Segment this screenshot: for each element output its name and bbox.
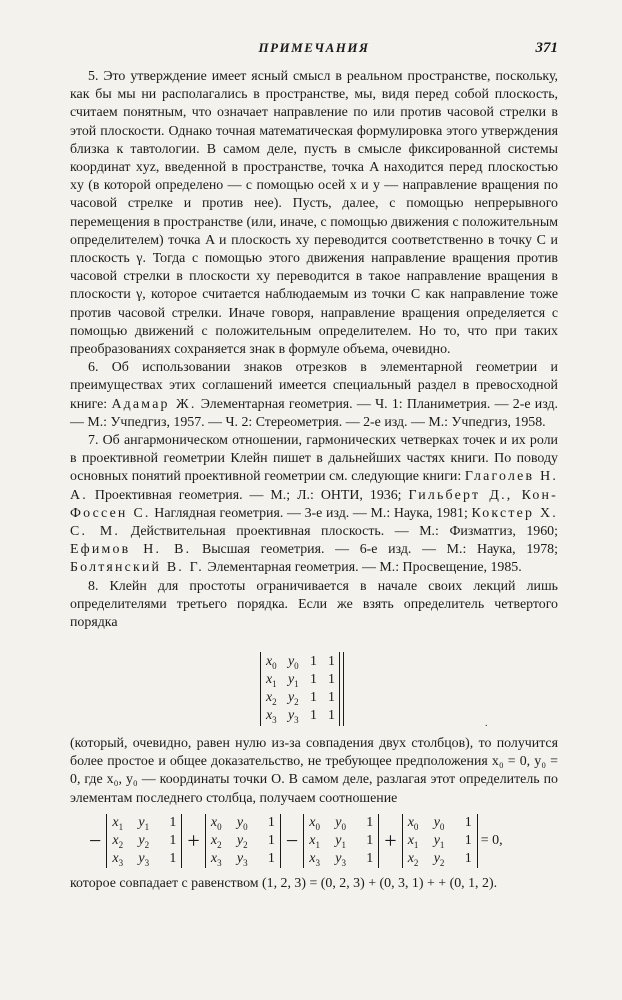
matrix-cell: 1 [267, 833, 275, 848]
note-5: 5. Это утверждение имеет ясный смысл в реальном пространстве, поскольку, как бы мы ни располагались в пространстве, мы, видя перед собой плоскость, считаем понятным, что означает направление по или против часовой стрелки в этой плоскости. Однако точная математическая формулировка этого утверждения близка к тавтологии. В самом деле, пусть в смысле фиксированной системы координат xyz, введенной в пространстве, точка A находится перед плоскостью xy (в которой определено — с помощью осей x и y — направление вращения по часовой стрелке и против нее). Пусть, далее, с помощью непрерывного перемещения в пространстве (или, иначе, с помощью движения с положительным определителем) точка A и плоскость xy переводится соответственно в точку C и плоскость γ. Тогда с помощью этого движения направление вращения против часовой стрелки в плоскости xy переводится в такое направление вращения в плоскости γ, которое считается наблюдаемым из точки C как направление тоже против часовой стрелки. Иначе говоря, направление вращения определяется с помощью движений с положительным определителем. Но то, что при таких преобразованиях сохраняется знак в формуле объема, очевидно. [70, 69, 558, 358]
matrix-cell: $y_0$ [288, 654, 299, 671]
matrix-cell: $y_2$ [138, 833, 150, 850]
notes-body [70, 68, 558, 632]
matrix-cell: 1 [310, 690, 317, 705]
matrix-cell: 1 [328, 690, 335, 705]
matrix-row [211, 814, 275, 832]
sign: − [285, 828, 299, 853]
author-name: Болтянский В. Г. [70, 560, 204, 576]
matrix-cell: 1 [328, 708, 335, 723]
matrix-cell: 1 [267, 815, 275, 830]
equals-zero: = 0, [480, 833, 503, 848]
note-8: 8. Клейн для простоты ограничивается в начале своих лекций лишь определителями третьего порядка. Если же взять определитель четвертого порядка [70, 578, 558, 631]
matrix-cell: $y_3$ [335, 851, 346, 868]
sign: − [89, 828, 102, 853]
matrix-cell: $x_3$ [210, 851, 222, 868]
matrix-cell: 1 [310, 672, 317, 687]
matrix-row [266, 689, 338, 707]
matrix-row [112, 814, 176, 832]
matrix-cell: $x_0$ [407, 815, 419, 832]
matrix-cell: $y_0$ [433, 815, 445, 832]
note-8-text-2: (который, очевидно, равен нулю из-за совпадения двух столбцов), то получится более простое и общее доказательство, не требующее предположения x₀ = 0, y₀ = 0, где x₀, y₀ — координаты точки O. В самом деле, разлагая этот определитель по элементам последнего столбца, получаем соотношение [70, 736, 558, 806]
matrix-cell: $y_1$ [138, 815, 150, 832]
note-6: 6. Об использовании знаков отрезков в элементарной геометрии и преимуществах этих соглашений имеется специальный раздел в превосходной книге: Адамар Ж. Элементарная геометрия. — Ч. 1: Планиметрия. — 2-е изд. — М.: Учпедгиз, 1957. — Ч. 2: Стереометрия. — 2-е изд. — М.: Учпедгиз, 1958. [70, 360, 558, 430]
running-title: ПРИМЕЧАНИЯ [258, 40, 370, 55]
matrix-cell: 1 [328, 672, 335, 687]
matrix-cell: 1 [310, 708, 317, 723]
matrix-row [309, 832, 373, 850]
matrix-cell: 1 [464, 815, 472, 830]
determinant-3x3 [303, 814, 379, 868]
matrix-cell: $x_1$ [309, 833, 320, 850]
determinant-3x3 [106, 814, 182, 868]
matrix-cell: 1 [464, 833, 472, 848]
note-8-continued [70, 735, 558, 808]
determinant-4x4 [260, 652, 344, 726]
matrix-row [211, 850, 275, 868]
matrix-cell: $x_0$ [210, 815, 222, 832]
sign: + [384, 828, 397, 853]
page: ПРИМЕЧАНИЯ 371 5. Это утверждение имеет ясный смысл в реальном пространстве, поскольку, как бы мы ни располагались в пространстве, мы, видя перед собой плоскость, считаем понятным, что означает направление по или против часовой стрелки в этой плоскости. Однако точная математическая формулировка этого утверждения близка к тавтологии. В самом деле, пусть в смысле фиксированной системы координат xyz, введенной в пространстве, точка A находится перед плоскостью xy (в которой определено — с помощью осей x и y — направление вращения по часовой стрелке и против нее). Пусть, далее, с помощью непрерывного перемещения в пространстве (или, иначе, с помощью движения с положительным определителем) точка A и плоскость xy переводится соответственно в точку C и плоскость γ. Тогда с помощью этого движения направление вращения против часовой стрелки в плоскости xy переводится в такое направление вращения в плоскости γ, которое считается наблюдаемым из точки C как направление тоже против часовой стрелки. Иначе говоря, направление вращения определяется с помощью движений с положительным определителем. Но то, что при таких преобразованиях сохраняется знак в формуле объема, очевидно. 6. Об использовании знаков отрезков в элементарной геометрии и преимуществах этих соглашений имеется специальный раздел в превосходной книге: Адамар Ж. Элементарная геометрия. — Ч. 1: Планиметрия. — 2-е изд. — М.: Учпедгиз, 1957. — Ч. 2: Стереометрия. — 2-е изд. — М.: Учпедгиз, 1958. 7. Об ангармоническом отношении, гармонических четверках точек и их роли в проективной геометрии Клейн пишет в дальнейших частях книги. По поводу основных понятий проективной геометрии см. следующие книги: Глаголев Н. А. Проективная геометрия. — М.; Л.: ОНТИ, 1936; Гильберт Д., Кон-Фоссен С. Наглядная геометрия. — 3-е изд. — М.: Наука, 1981; Кокстер Х. С. М. Действительная проективная плоскость. — М.: Физматгиз, 1960; Ефимов Н. В. Высшая геометрия. — 6-е изд. — М.: Наука, 1978; Болтянский В. Г. Элементарная геометрия. — М.: Просвещение, 1985. 8. Клейн для простоты ограничивается в начале своих лекций лишь определителями третьего порядка. Если же взять определитель четвертого порядка $x_0$ $y_0$ 1 1 $x_1$ $y_1$ 1 1 $x_2$ $y_2$ 1 1 $x_3$ $y_3$ 1 1 . (который, очевидно, равен нулю из-за совпадения двух столбцов), то получится более простое и общее доказательство, не требующее предположения x₀ = 0, y₀ = 0, где x₀, y₀ — координаты точки O. В самом деле, разлагая этот определитель по элементам последнего столбца, получаем соотношение − $x_1$ $y_1$ 1 $x_2$ $y_2$ 1 $x_3$ $y_3$ 1 + $x_0$ $y_0$ 1 $x_2$ $y_2$ 1 $x_3$ $y_3$ 1 − $x_0$ $y_0$ 1 $x_1$ $y_1$ 1 $x_3$ $y_3$ 1 + $x_0$ $y_0$ 1 $x_1$ $y_1$ 1 $x_2$ $y_2$ 1 = 0, которое совпадает с равенством (1, 2, 3) = (0, 2, 3) + (0, 3, 1) + + (0, 1, 2). [0, 0, 622, 1000]
note-7: 7. Об ангармоническом отношении, гармонических четверках точек и их роли в проективной геометрии Клейн пишет в дальнейших частях книги. По поводу основных понятий проективной геометрии см. следующие книги: Глаголев Н. А. Проективная геометрия. — М.; Л.: ОНТИ, 1936; Гильберт Д., Кон-Фоссен С. Наглядная геометрия. — 3-е изд. — М.: Наука, 1981; Кокстер Х. С. М. Действительная проективная плоскость. — М.: Физматгиз, 1960; Ефимов Н. В. Высшая геометрия. — 6-е изд. — М.: Наука, 1978; Болтянский В. Г. Элементарная геометрия. — М.: Просвещение, 1985. [70, 433, 558, 576]
matrix-cell: $y_3$ [288, 708, 299, 725]
matrix-row [309, 814, 373, 832]
matrix-cell: $y_1$ [433, 833, 445, 850]
matrix-row [408, 832, 472, 850]
closing-text [70, 875, 558, 893]
matrix-cell: 1 [169, 815, 177, 830]
determinant-expansion-equation [84, 814, 503, 868]
matrix-cell: $x_2$ [266, 690, 277, 707]
matrix-cell: 1 [366, 815, 374, 830]
matrix-row [309, 850, 373, 868]
author-name: Гильберт Д., Кон-Фоссен С. [70, 487, 558, 521]
matrix-cell: $y_1$ [288, 672, 299, 689]
matrix-cell: 1 [464, 851, 472, 866]
matrix-cell: $y_0$ [236, 815, 248, 832]
matrix-cell: $y_2$ [236, 833, 248, 850]
matrix-cell: $x_3$ [112, 851, 124, 868]
matrix-cell: $x_0$ [266, 654, 277, 671]
closing-sentence: которое совпадает с равенством (1, 2, 3) = (0, 2, 3) + (0, 3, 1) + + (0, 1, 2). [70, 876, 498, 891]
matrix-cell: $y_3$ [138, 851, 150, 868]
matrix-cell: 1 [366, 833, 374, 848]
matrix-cell: $y_2$ [288, 690, 299, 707]
matrix-cell: 1 [310, 654, 317, 669]
matrix-cell: $y_0$ [335, 815, 346, 832]
author-name: Ефимов Н. В. [70, 542, 192, 558]
matrix-cell: $y_1$ [335, 833, 346, 850]
matrix-cell: $x_2$ [112, 833, 124, 850]
matrix-cell: 1 [169, 851, 177, 866]
matrix-row [408, 850, 472, 868]
author-name: Кокстер Х. С. М. [70, 505, 558, 540]
matrix-cell: $y_3$ [236, 851, 248, 868]
page-number: 371 [535, 40, 558, 56]
matrix-cell: 1 [328, 654, 335, 669]
author-name: Глаголев Н. А. [70, 469, 558, 503]
matrix-row [266, 671, 338, 689]
matrix-cell: 1 [267, 851, 275, 866]
matrix-cell: $x_2$ [407, 851, 419, 868]
matrix-cell: 1 [169, 833, 177, 848]
page-header [70, 40, 558, 57]
matrix-cell: $x_0$ [309, 815, 320, 832]
determinant-3x3 [205, 814, 281, 868]
matrix-cell: 1 [366, 851, 374, 866]
matrix-cell: $x_3$ [309, 851, 320, 868]
author-name: Адамар Ж. [111, 396, 197, 412]
matrix-cell: $y_2$ [433, 851, 445, 868]
matrix-cell: $x_1$ [112, 815, 124, 832]
determinant-3x3 [402, 814, 478, 868]
matrix-cell: $x_1$ [266, 672, 277, 689]
matrix-cell: $x_2$ [210, 833, 222, 850]
matrix-cell: $x_1$ [407, 833, 419, 850]
matrix-row [112, 832, 176, 850]
sign: + [187, 828, 200, 853]
matrix-row [112, 850, 176, 868]
matrix-row [211, 832, 275, 850]
matrix-row [408, 814, 472, 832]
matrix-row [266, 653, 338, 671]
matrix-row [266, 707, 338, 725]
matrix-cell: $x_3$ [266, 708, 277, 725]
